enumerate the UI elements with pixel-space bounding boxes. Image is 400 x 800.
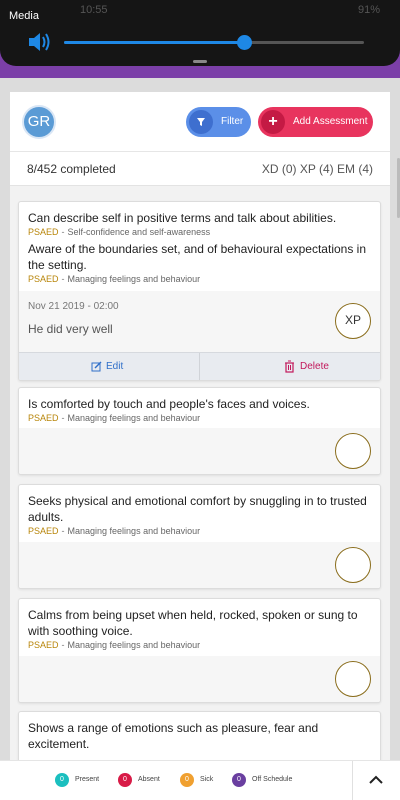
- legend-count: 0: [55, 773, 69, 787]
- area-tag: PSAED: [28, 526, 59, 536]
- progress-summary: [10, 152, 390, 186]
- media-volume-panel: [0, 0, 400, 66]
- area-tag: PSAED: [28, 274, 59, 284]
- legend-label: Sick: [200, 776, 214, 783]
- filter-icon-circle: [189, 110, 213, 134]
- attendance-legend: [0, 760, 400, 800]
- card-statements: [19, 599, 380, 660]
- assessment-card[interactable]: [18, 387, 381, 475]
- statement-text: Aware of the boundaries set, and of behavioural expectations in the setting.: [28, 242, 367, 272]
- statement-tags: [28, 639, 371, 652]
- tag-separator: -: [61, 274, 65, 284]
- statement-tags: [28, 525, 371, 538]
- volume-slider-thumb[interactable]: [237, 35, 252, 50]
- assessment-card[interactable]: [18, 598, 381, 703]
- tag-separator: -: [61, 227, 65, 237]
- card-statements: [19, 202, 380, 294]
- aspect-tag: Managing feelings and behaviour: [67, 274, 201, 284]
- aspect-tag: Managing feelings and behaviour: [67, 640, 201, 650]
- trash-icon: [284, 360, 295, 373]
- tag-separator: -: [61, 640, 65, 650]
- app-bar: [0, 0, 400, 78]
- delete-button[interactable]: [201, 353, 381, 381]
- legend-label: Absent: [138, 776, 160, 783]
- filter-icon: [196, 117, 206, 127]
- legend-divider: [352, 761, 353, 800]
- card-statements: [19, 485, 380, 546]
- status-time: 10:55: [80, 4, 108, 16]
- filter-button-label: Filter: [221, 116, 244, 127]
- statement-text: Is comforted by touch and people's faces and voices.: [28, 397, 310, 411]
- status-bar: [80, 4, 380, 16]
- observation-panel: [19, 291, 380, 380]
- score-summary: XD (0) XP (4) EM (4): [261, 162, 373, 176]
- statement-text: Can describe self in positive terms and talk about abilities.: [28, 211, 337, 225]
- add-assessment-button[interactable]: [258, 107, 373, 137]
- filter-button[interactable]: [186, 107, 251, 137]
- volume-slider-fill: [64, 41, 244, 44]
- tag-separator: -: [61, 413, 65, 423]
- tag-separator: -: [61, 526, 65, 536]
- chevron-up-icon[interactable]: [369, 775, 383, 785]
- edit-label: Edit: [106, 361, 124, 372]
- legend-count: 0: [232, 773, 246, 787]
- legend-label: Off Schedule: [252, 776, 293, 783]
- score-panel: [19, 656, 380, 702]
- edit-icon: [91, 361, 102, 372]
- statement-tags: [28, 273, 371, 286]
- score-badge[interactable]: [335, 547, 371, 583]
- assessment-list-container: [10, 92, 390, 760]
- legend-label: Present: [75, 776, 100, 783]
- legend-count: 0: [118, 773, 132, 787]
- observation-note: He did very well: [28, 322, 113, 336]
- score-badge[interactable]: [335, 433, 371, 469]
- status-battery: 91%: [357, 4, 380, 16]
- area-tag: PSAED: [28, 227, 59, 237]
- score-badge[interactable]: XP: [335, 303, 371, 339]
- observation-date: Nov 21 2019 - 02:00: [28, 301, 119, 312]
- area-tag: PSAED: [28, 640, 59, 650]
- add-assessment-label: Add Assessment: [293, 116, 368, 127]
- card-statements: [19, 712, 380, 758]
- child-header: [10, 92, 390, 152]
- score-panel: [19, 542, 380, 588]
- panel-drag-handle[interactable]: [193, 60, 207, 63]
- card-actions: [19, 352, 380, 380]
- plus-icon: +: [261, 110, 285, 134]
- score-panel: [19, 428, 380, 474]
- assessment-card[interactable]: [18, 711, 381, 760]
- edit-button[interactable]: [19, 353, 200, 381]
- aspect-tag: Managing feelings and behaviour: [67, 526, 201, 536]
- card-statements: [19, 388, 380, 433]
- avatar[interactable]: GR: [22, 105, 56, 139]
- volume-slider[interactable]: [64, 41, 364, 44]
- completed-count: 8/452 completed: [27, 162, 116, 176]
- aspect-tag: Self-confidence and self-awareness: [67, 227, 211, 237]
- assessment-card: [18, 201, 381, 381]
- media-label: Media: [9, 10, 39, 22]
- aspect-tag: Managing feelings and behaviour: [67, 413, 201, 423]
- volume-icon[interactable]: [27, 31, 51, 53]
- area-tag: PSAED: [28, 413, 59, 423]
- assessment-card[interactable]: [18, 484, 381, 589]
- statement-tags: [28, 412, 371, 425]
- score-badge[interactable]: [335, 661, 371, 697]
- statement-tags: [28, 226, 371, 239]
- legend-count: 0: [180, 773, 194, 787]
- statement-text: Calms from being upset when held, rocked, spoken or sung to with soothing voice.: [28, 608, 358, 638]
- delete-label: Delete: [300, 361, 329, 372]
- statement-text: Seeks physical and emotional comfort by snuggling in to trusted adults.: [28, 494, 367, 524]
- statement-text: Shows a range of emotions such as pleasure, fear and excitement.: [28, 721, 319, 751]
